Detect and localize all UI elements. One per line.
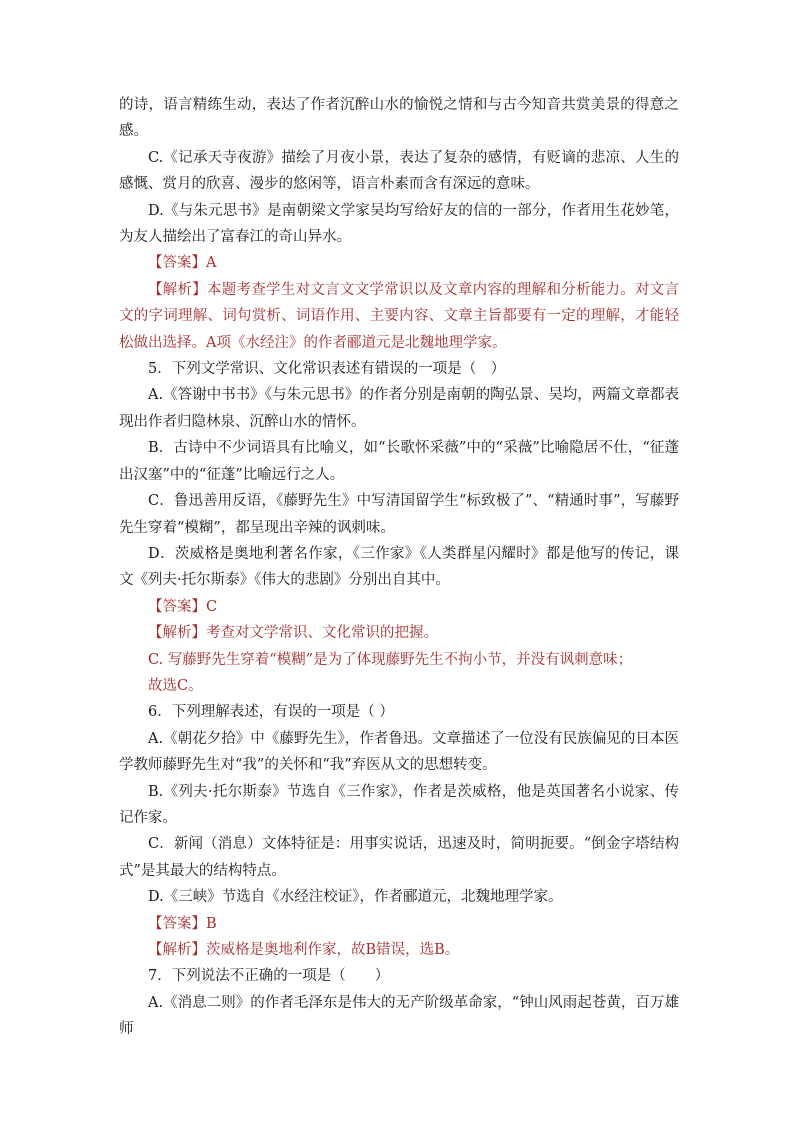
- analysis-paragraph: 【解析】茨威格是奥地利作家，故B错误，选B。: [148, 942, 460, 958]
- paragraph: 6．下列理解表述，有误的一项是（ ）: [148, 704, 394, 721]
- paragraph: B．古诗中不少词语具有比喻义，如“长歌怀采薇”中的“采薇”比喻隐居不仕，“征蓬出汉塞”中的“征蓬”比喻远行之人。: [119, 440, 679, 483]
- paragraph: A.《朝花夕拾》中《藤野先生》，作者鲁迅。文章描述了一位没有民族偏见的日本医学教师藤野先生对“我”的关怀和“我”弃医从文的思想转变。: [119, 730, 679, 774]
- answer-line: 【答案】C: [148, 598, 218, 615]
- paragraph: C.《记承天寺夜游》描绘了月夜小景，表达了复杂的感情，有贬谪的悲凉、人生的感慨、赏月的欣喜、漫步的悠闲等，语言朴素而含有深远的意味。: [119, 149, 679, 193]
- paragraph: 5．下列文学常识、文化常识表述有错误的一项是（ ）: [148, 361, 506, 378]
- paragraph: D.《三峡》节选自《水经注校证》，作者郦道元，北魏地理学家。: [148, 889, 563, 906]
- paragraph: B.《列夫·托尔斯泰》节选自《三作家》，作者是茨威格，他是英国著名小说家、传记作家。: [119, 783, 679, 826]
- analysis-paragraph: 【解析】本题考查学生对文言文文学常识以及文章内容的理解和分析能力。对文言文的字词理解、词句赏析、词语作用、主要内容、文章主旨都要有一定的理解，才能轻松做出选择。A项《水经注》的作者郦道元是北魏地理学家。: [119, 281, 679, 351]
- document-body: [119, 92, 679, 1043]
- paragraph: 7．下列说法不正确的一项是（ ）: [148, 968, 390, 985]
- answer-line: 【答案】B: [148, 915, 217, 932]
- analysis-note: 故选C。: [148, 677, 203, 694]
- paragraph: C．鲁迅善用反语，《藤野先生》中写清国留学生“标致极了”、“精通时事”，写藤野先生穿着“模糊”，都呈现出辛辣的讽刺味。: [119, 493, 679, 536]
- paragraph: D.《与朱元思书》是南朝梁文学家吴均写给好友的信的一部分，作者用生花妙笔，为友人描绘出了富春江的奇山异水。: [119, 202, 679, 246]
- answer-line: 【答案】A: [148, 255, 217, 272]
- analysis-paragraph: 【解析】考查对文学常识、文化常识的把握。: [148, 625, 438, 642]
- analysis-note: C. 写藤野先生穿着“模糊”是为了体现藤野先生不拘小节，并没有讽刺意味；: [148, 651, 633, 668]
- paragraph: A.《答谢中书书》《与朱元思书》的作者分别是南朝的陶弘景、吴均，两篇文章都表现出作者归隐林泉、沉醉山水的情怀。: [119, 387, 679, 430]
- paragraph: 的诗，语言精练生动，表达了作者沉醉山水的愉悦之情和与古今知音共赏美景的得意之感。: [119, 97, 679, 140]
- paragraph: C．新闻（消息）文体特征是：用事实说话，迅速及时，简明扼要。“倒金字塔结构式”是其最大的结构特点。: [119, 836, 679, 879]
- paragraph: A.《消息二则》的作者毛泽东是伟大的无产阶级革命家，“钟山风雨起苍黄，百万雄师: [119, 994, 679, 1038]
- paragraph: D．茨威格是奥地利著名作家，《三作家》《人类群星闪耀时》都是他写的传记，课文《列夫·托尔斯泰》《伟大的悲剧》分别出自其中。: [119, 545, 679, 589]
